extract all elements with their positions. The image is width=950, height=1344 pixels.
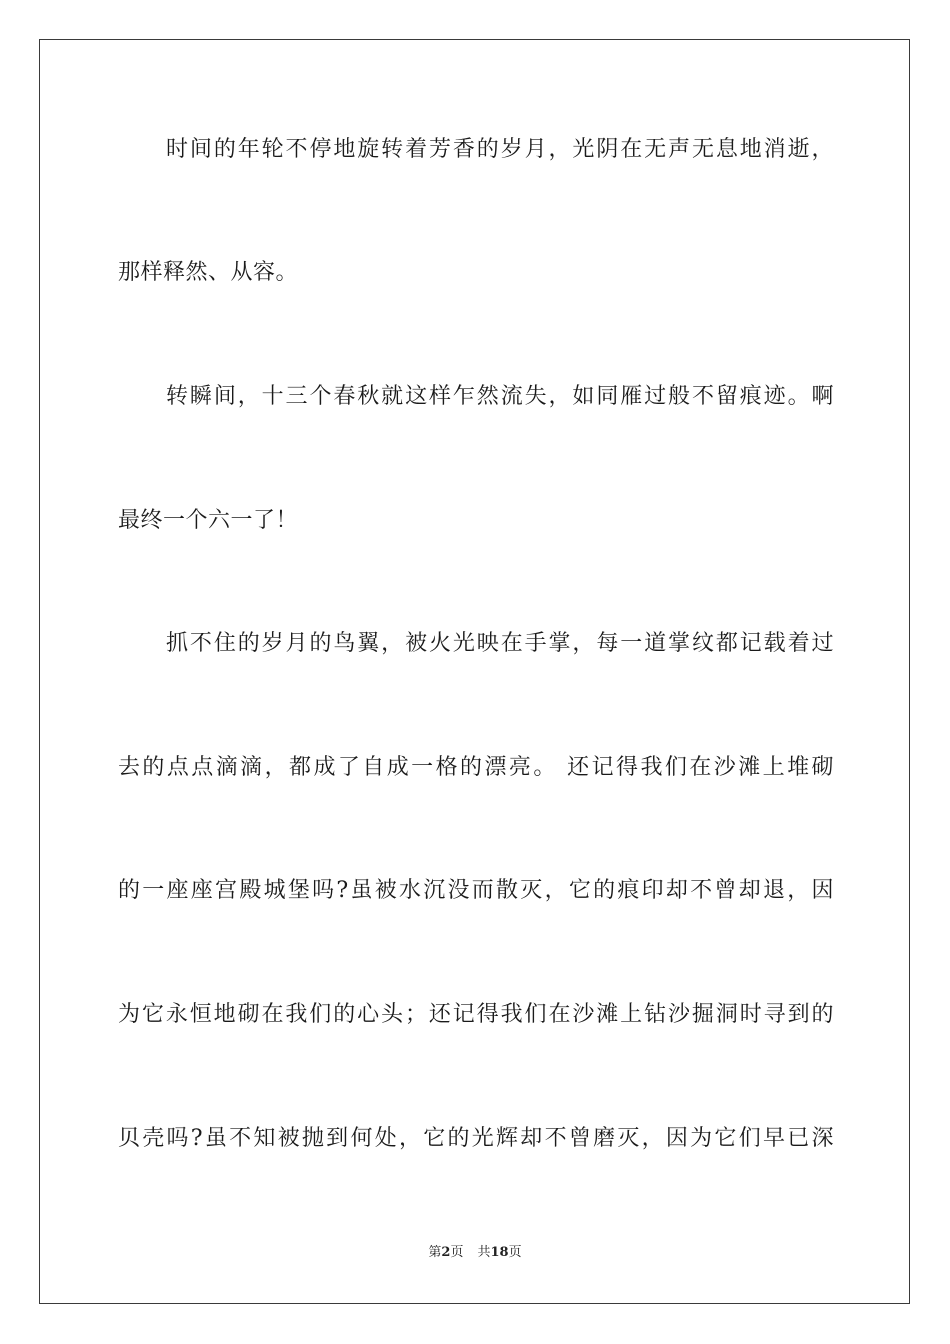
footer-total-pages: 18: [490, 1245, 509, 1260]
footer-total-suffix: 页: [508, 1245, 522, 1260]
footer-page-number: 2: [441, 1245, 451, 1260]
footer-page-suffix: 页: [450, 1245, 464, 1260]
paragraph-3-line-1: 抓不住的岁月的鸟翼，被火光映在手掌，每一道掌纹都记载着过: [166, 631, 834, 656]
paragraph-2-line-2: 最终一个六一了！: [118, 508, 299, 533]
footer-total-prefix: 共: [477, 1245, 491, 1260]
paragraph-3-line-4: 为它永恒地砌在我们的心头；还记得我们在沙滩上钻沙掘洞时寻到的: [118, 1002, 834, 1027]
paragraph-1-line-2: 那样释然、从容。: [118, 260, 299, 285]
paragraph-3-line-2: 去的点点滴滴，都成了自成一格的漂亮。 还记得我们在沙滩上堆砌: [118, 755, 834, 780]
page-border: [39, 39, 910, 1304]
page-footer: [0, 1243, 950, 1263]
paragraph-3-line-5: 贝壳吗?虽不知被抛到何处，它的光辉却不曾磨灭，因为它们早已深: [118, 1126, 834, 1151]
footer-page-prefix: 第: [428, 1245, 442, 1260]
paragraph-1-line-1: 时间的年轮不停地旋转着芳香的岁月，光阴在无声无息地消逝，: [166, 137, 834, 162]
paragraph-2-line-1: 转瞬间，十三个春秋就这样乍然流失，如同雁过般不留痕迹。啊: [166, 384, 834, 409]
paragraph-3-line-3: 的一座座宫殿城堡吗?虽被水沉没而散灭，它的痕印却不曾却退，因: [118, 878, 834, 903]
